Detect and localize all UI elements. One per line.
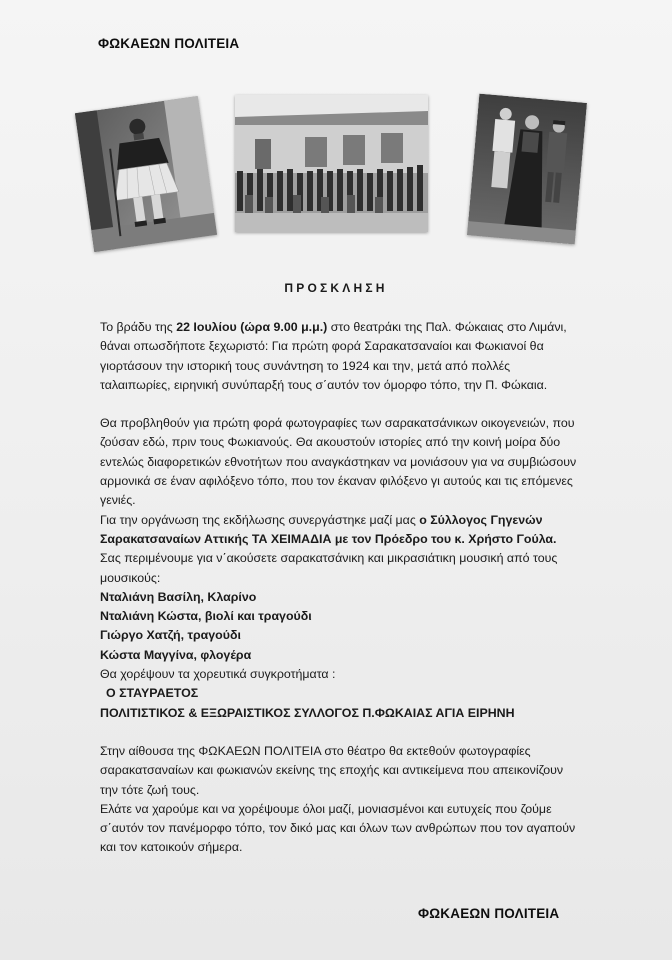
organization-text: Για την οργάνωση της εκδήλωσης συνεργάστηκε μαζί μας xyxy=(100,512,420,527)
paragraph-closing: Ελάτε να χαρούμε και να χορέψουμε όλοι μαζί, μονιασμένοι και ευτυχείς που ζούμε σ΄αυτόν τον πανέμορφο τόπο, τον δικό μας και όλων των ανθρώπων που τον αγαπούν και τον κατοικούν σήμερα. xyxy=(100,801,576,855)
organization-footer: ΦΩΚΑΕΩΝ ΠΟΛΙΤΕΙΑ xyxy=(418,906,560,921)
musician-item: Κώστα Μαγγίνα, φλογέρα xyxy=(100,647,252,662)
paragraph-event-intro xyxy=(100,318,580,395)
paragraph-music: Σας περιμένουμε για ν΄ακούσετε σαρακατσάνικη και μικρασιάτικη μουσική από τους μουσικούς: xyxy=(100,551,558,585)
group-photo-in-front-of-building xyxy=(235,95,428,232)
invitation-body xyxy=(100,318,580,858)
intro-text: Το βράδυ της xyxy=(100,320,177,334)
musician-item: Νταλιάνη Κώστα, βιολί και τραγούδι xyxy=(100,609,312,624)
family-portrait-photo xyxy=(467,94,587,245)
event-date: 22 Ιουλίου (ώρα 9.00 μ.μ.) xyxy=(176,320,328,334)
organization-header: ΦΩΚΑΕΩΝ ΠΟΛΙΤΕΙΑ xyxy=(98,36,240,51)
paragraph-organization xyxy=(100,511,580,550)
paragraph-exhibition: Στην αίθουσα της ΦΩΚΑΕΩΝ ΠΟΛΙΤΕΙΑ στο θέατρο θα εκτεθούν φωτογραφίες σαρακατσαναίων και φωκιανών εκείνης της εποχής και αντικείμενα που απεικονίζουν την τότε ζωή τους. xyxy=(100,743,564,797)
dance-group-item: Ο ΣΤΑΥΡΑΕΤΟΣ xyxy=(106,686,199,701)
invitation-title: ΠΡΟΣΚΛΗΣΗ xyxy=(284,281,388,295)
paragraph-dance: Θα χορέψουν τα χορευτικά συγκροτήματα : xyxy=(100,667,336,682)
partner-association: ο Σύλλογος Γηγενών Σαρακατσαναίων Αττικής ΤΑ ΧΕΙΜΑΔΙΑ με τον Πρόεδρο του κ. Χρήστο Γούλα. xyxy=(100,512,557,546)
man-in-traditional-costume-photo xyxy=(75,96,217,252)
musician-item: Γιώργο Χατζή, τραγούδι xyxy=(100,628,241,643)
paragraph-photos-stories: Θα προβληθούν για πρώτη φορά φωτογραφίες των σαρακατσάνικων οικογενειών, που ζούσαν εδώ, πριν τους Φωκιανούς. Θα ακουστούν ιστορίες από την κοινή μοίρα δύο εντελώς διαφορετικών εθνοτήτων που αναγκάστηκαν να μονιάσουν για να συμβιώσουν αρμονικά σε έναν αφιλόξενο τόπο, που τον έκαναν φιλόξενο γι αυτούς και τις επόμενες γενιές. xyxy=(100,416,577,508)
dance-group-item: ΠΟΛΙΤΙΣΤΙΚΟΣ & ΕΞΩΡΑΙΣΤΙΚΟΣ ΣΥΛΛΟΓΟΣ Π.ΦΩΚΑΙΑΣ ΑΓΙΑ ΕΙΡΗΝΗ xyxy=(100,705,515,720)
intro-text-continued: στο θεατράκι της Παλ. Φώκαιας στο Λιμάνι, θάναι οπωσδήποτε ξεχωριστό: Για πρώτη φορά Σαρακατσαναίοι και Φωκιανοί θα γιορτάσουν την ιστορική τους συνάντηση το 1924 και την, μετά από πολλές ταλαιπωρίες, ειρηνική συνύπαρξή τους σ΄αυτόν τον όμορφο τόπο, την Π. Φώκαια. xyxy=(100,320,567,392)
musician-item: Νταλιάνη Βασίλη, Κλαρίνο xyxy=(100,589,257,604)
